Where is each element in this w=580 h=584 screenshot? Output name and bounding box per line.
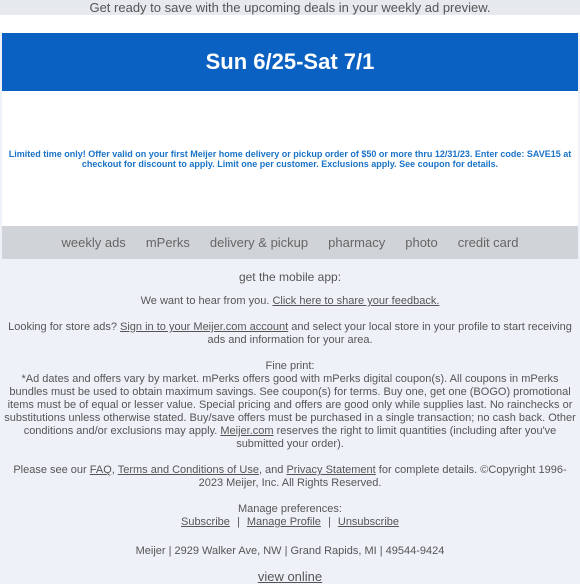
- sign-in-link[interactable]: Sign in to your Meijer.com account: [120, 321, 289, 333]
- unsubscribe-link[interactable]: Unsubscribe: [337, 516, 400, 528]
- store-ads-text-after: and select your local store in your profile to start receiving ads and information for your area.: [207, 321, 572, 346]
- nav-bar: [2, 226, 578, 259]
- nav-mperks[interactable]: mPerks: [145, 235, 190, 250]
- view-online-line: [0, 570, 580, 583]
- legal-text-after: for complete details. ©Copyright 1996-2023 Meijer, Inc. All Rights Reserved.: [198, 464, 567, 489]
- view-online-link[interactable]: view online: [257, 569, 323, 584]
- manage-preferences-title: Manage preferences:: [238, 503, 342, 515]
- feedback-link[interactable]: Click here to share your feedback.: [272, 295, 440, 307]
- promo-text: Limited time only! Offer valid on your first Meijer home delivery or pickup order of $50 or more thru 12/31/23. Enter code: SAVE15 at checkout for discount to apply. Limit one per customer. Exclusions apply. See coupon for details.: [8, 148, 572, 169]
- fine-print: [0, 373, 580, 451]
- separator: |: [327, 516, 331, 528]
- footer: [0, 259, 580, 583]
- mobile-app-heading: get the mobile app:: [238, 270, 342, 284]
- preheader-text: Get ready to save with the upcoming deals in your weekly ad preview.: [0, 0, 580, 15]
- meijer-com-link[interactable]: Meijer.com: [220, 425, 274, 437]
- manage-links: [0, 516, 580, 529]
- spacer: [0, 15, 580, 33]
- subscribe-link[interactable]: Subscribe: [180, 516, 230, 528]
- feedback-line: [0, 295, 580, 308]
- fine-print-text-after: reserves the right to limit quantities (including after you've submitted your order).: [236, 425, 557, 450]
- nav-pharmacy[interactable]: pharmacy: [328, 235, 386, 250]
- nav-delivery-pickup[interactable]: delivery & pickup: [209, 235, 309, 250]
- nav-credit-card[interactable]: credit card: [457, 235, 519, 250]
- feedback-text: We want to hear from you.: [140, 295, 273, 307]
- store-ads-text: Looking for store ads?: [8, 321, 121, 333]
- ad-dates-banner[interactable]: Sun 6/25-Sat 7/1: [2, 33, 578, 91]
- privacy-link[interactable]: Privacy Statement: [286, 464, 376, 476]
- manage-profile-link[interactable]: Manage Profile: [246, 516, 321, 528]
- nav-photo[interactable]: photo: [405, 235, 438, 250]
- legal-comma: ,: [111, 464, 118, 476]
- legal-line: [0, 464, 580, 490]
- company-address: Meijer | 2929 Walker Ave, NW | Grand Rapids, MI | 49544-9424: [135, 545, 445, 557]
- faq-link[interactable]: FAQ: [89, 464, 112, 476]
- store-ads-line: [0, 321, 580, 347]
- fine-print-text: *Ad dates and offers vary by market. mPerks offers good with mPerks digital coupon(s). All coupons in mPerks bundles must be used to obtain maximum savings. See coupon(s) for terms. Buy one, get one (BOGO) promotional items must be of equal or lesser value. Special pricing and offers are good only while supplies last. No rainchecks or substitutions unless otherwise stated. Buy/save offers must be purchased in a single transaction; no cash back. Other conditions and/or exclusions may apply.: [4, 373, 576, 437]
- fine-print-title: Fine print:: [265, 360, 315, 372]
- separator: |: [236, 516, 240, 528]
- nav-weekly-ads[interactable]: weekly ads: [61, 235, 126, 250]
- legal-and: , and: [258, 464, 287, 476]
- promo-banner[interactable]: [2, 91, 578, 226]
- terms-link[interactable]: Terms and Conditions of Use: [117, 464, 259, 476]
- legal-text: Please see our: [13, 464, 90, 476]
